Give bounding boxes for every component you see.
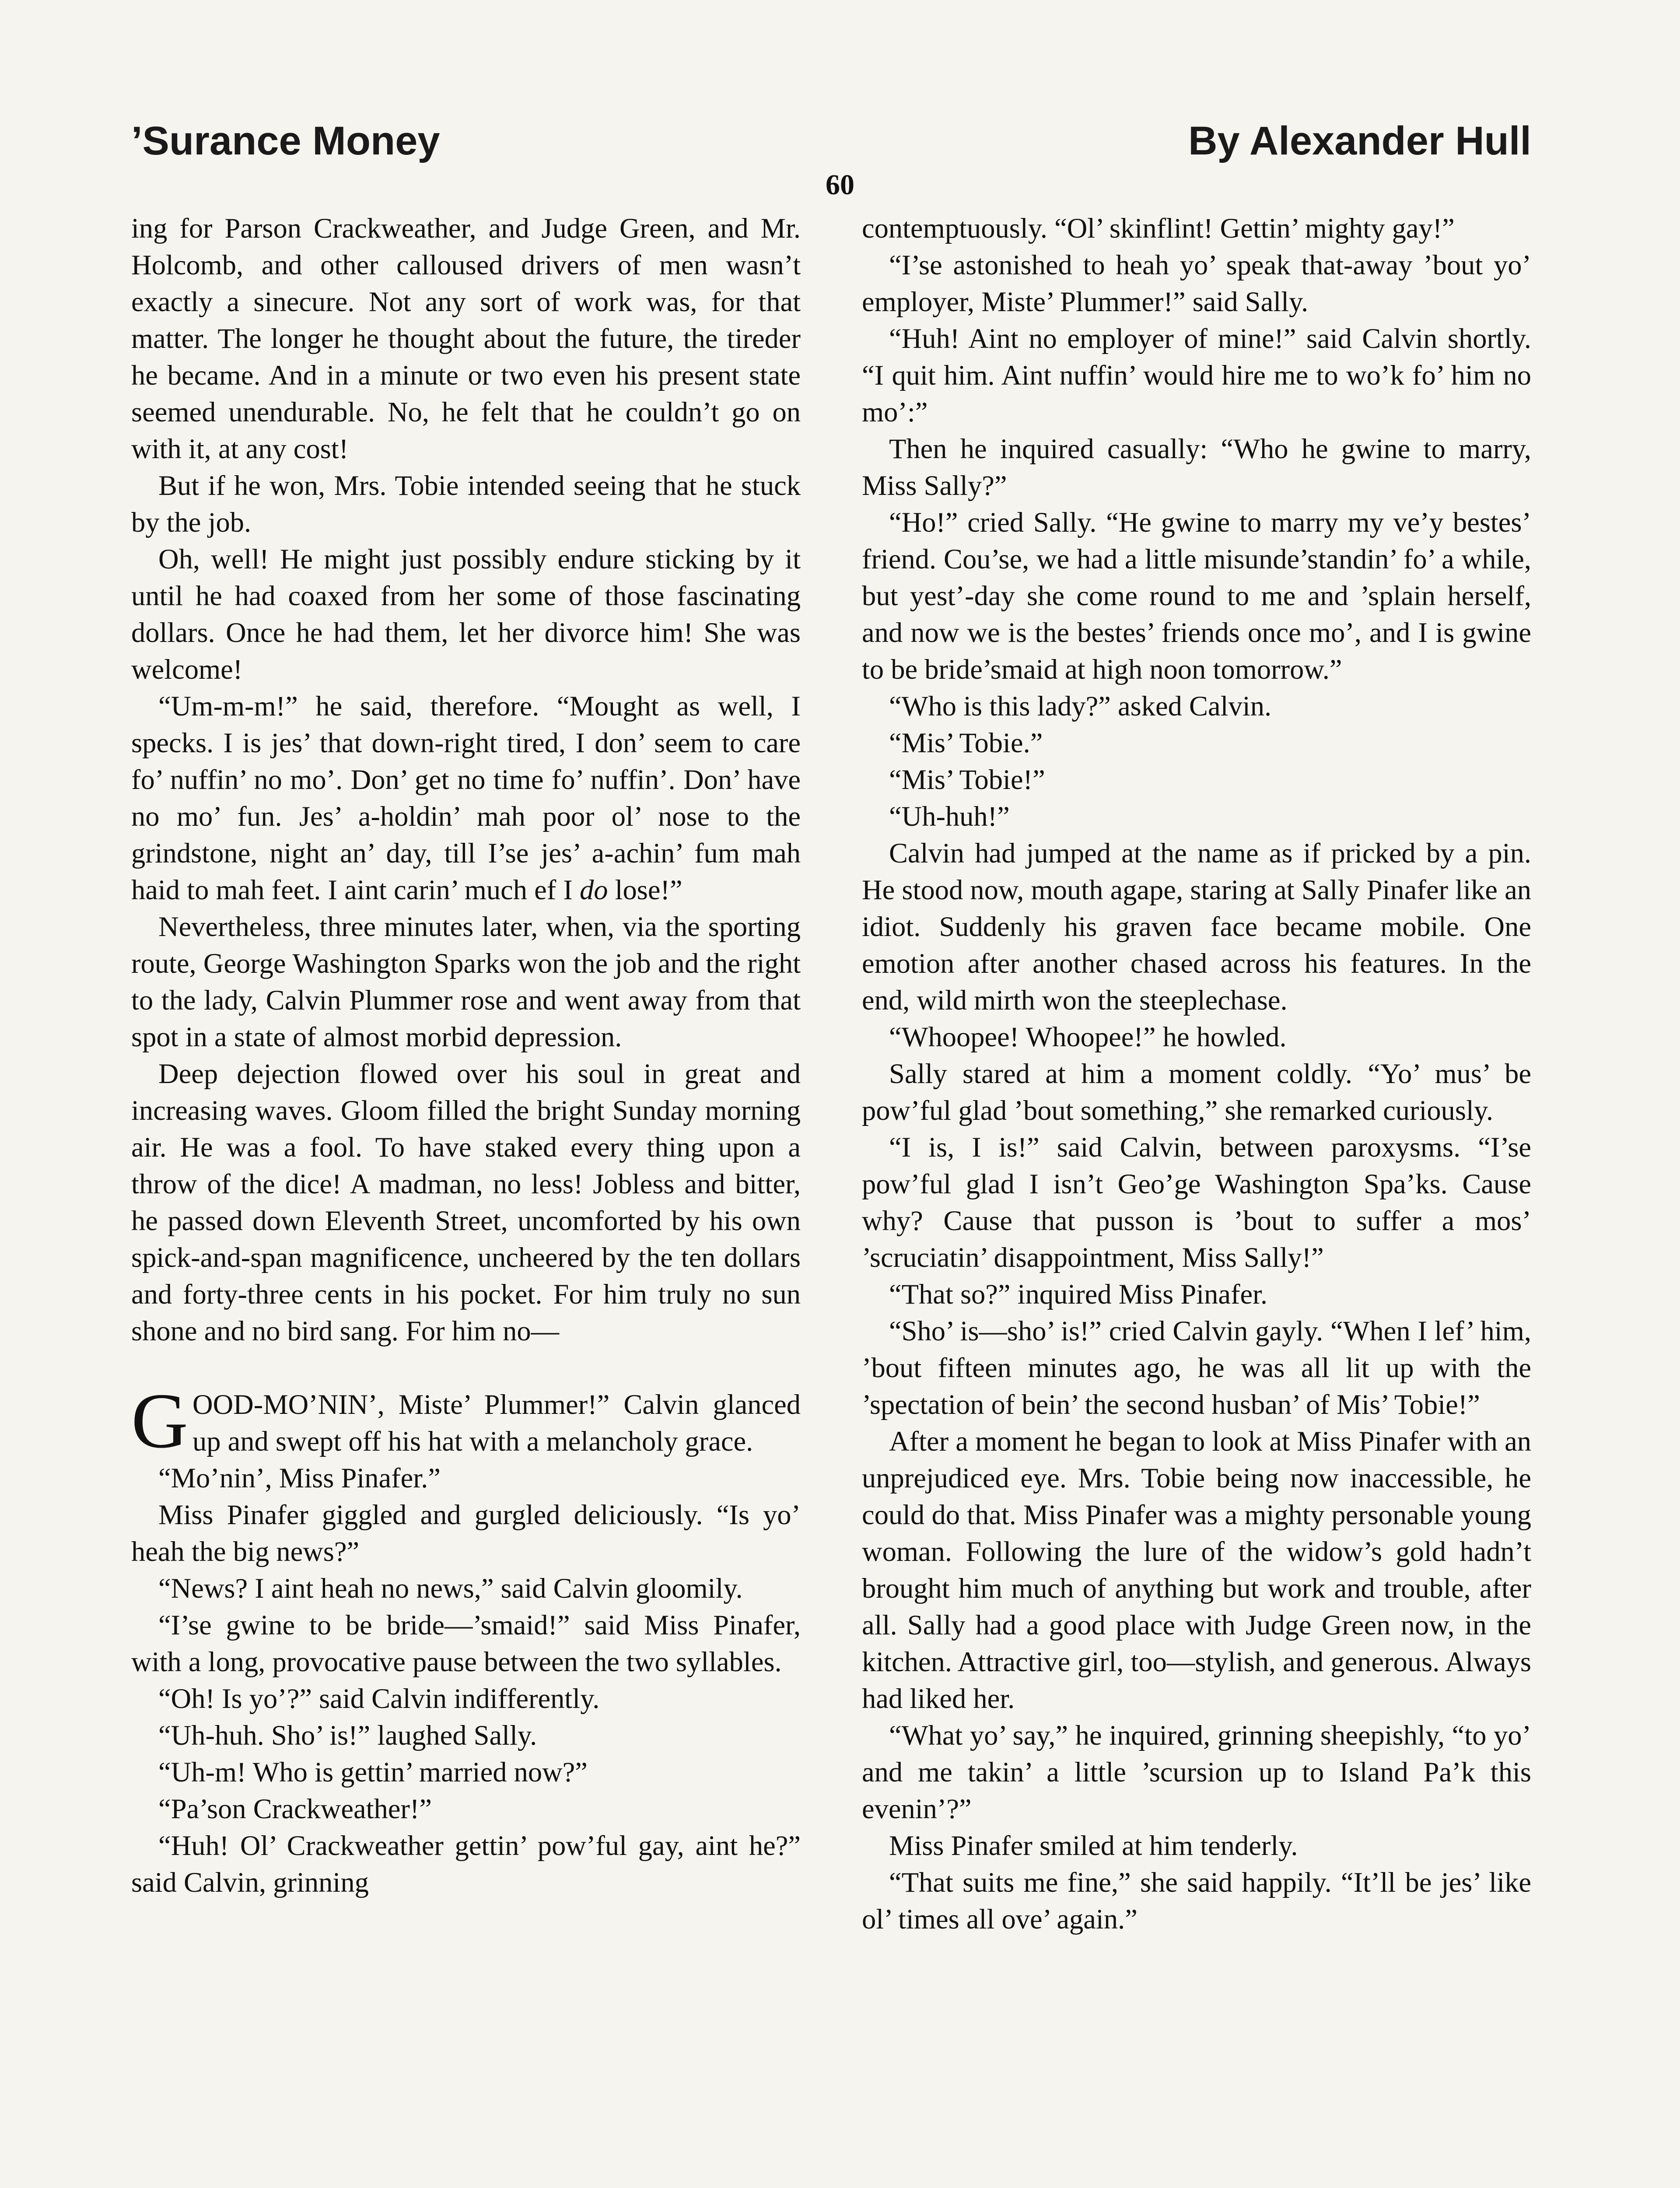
paragraph: “Mis’ Tobie!” <box>889 764 1045 795</box>
paragraph: After a moment he began to look at Miss Pinafer with an unprejudiced eye. Mrs. Tobie being now inaccessible, he could do that. Miss Pinafer was a mighty personable young woman. Following the lure of the widow’s gold hadn’t brought him much of anything but work and trouble, after all. Sally had a good place with Judge Green now, in the kitchen. Attractive girl, too—stylish, and generous. Always had liked her. <box>862 1426 1531 1714</box>
paragraph: “I’se gwine to be bride—’smaid!” said Miss Pinafer, with a long, provocative pause between the two syllables. <box>131 1609 801 1677</box>
paragraph: Calvin had jumped at the name as if pricked by a pin. He stood now, mouth agape, staring at Sally Pinafer like an idiot. Suddenly his graven face became mobile. One emotion after another chased across his features. In the end, wild mirth won the steeplechase. <box>862 838 1531 1016</box>
paragraph: “Uh-huh. Sho’ is!” laughed Sally. <box>158 1720 537 1751</box>
paragraph: “I’se astonished to heah yo’ speak that-away ’bout yo’ employer, Miste’ Plummer!” said Sally. <box>862 249 1531 317</box>
paragraph: Miss Pinafer giggled and gurgled deliciously. “Is yo’ heah the big news?” <box>131 1499 801 1567</box>
text-column-left <box>131 210 801 2188</box>
page-number: 60 <box>826 169 854 201</box>
paragraph: “Huh! Aint no employer of mine!” said Calvin shortly. “I quit him. Aint nuffin’ would hire me to wo’k fo’ him no mo’:” <box>862 323 1531 428</box>
paragraph-text: lose!” <box>608 874 682 905</box>
section-opening-paragraph <box>131 1377 801 1464</box>
paragraph: “Sho’ is—sho’ is!” cried Calvin gayly. “When I lef’ him, ’bout fifteen minutes ago, he was all lit up with the ’spectation of bein’ the second husban’ of Mis’ Tobie!” <box>862 1315 1531 1420</box>
paragraph: “Pa’son Crackweather!” <box>158 1793 432 1824</box>
paragraph: “Uh-huh!” <box>889 801 1010 832</box>
paragraph: Oh, well! He might just possibly endure sticking by it until he had coaxed from her some of those fascinating dollars. Once he had them, let her divorce him! She was welcome! <box>131 543 801 685</box>
drop-cap: G <box>131 1377 188 1464</box>
paragraph: Nevertheless, three minutes later, when, via the sporting route, George Washington Sparks won the job and the right to the lady, Calvin Plummer rose and went away from that spot in a state of almost morbid depression. <box>131 911 801 1052</box>
text-column-right <box>862 210 1531 2188</box>
paragraph <box>131 688 801 908</box>
paragraph-text: “Um-m-m!” he said, therefore. “Mought as well, I specks. I is jes’ that down-right tired, I don’ seem to care fo’ nuffin’ no mo’. Don’ get no time fo’ nuffin’. Don’ have no mo’ fun. Jes’ a-holdin’ mah poor ol’ nose to the grindstone, night an’ day, till I’se jes’ a-achin’ fum mah haid to mah feet. I aint carin’ much ef I <box>131 691 801 905</box>
paragraph: “That so?” inquired Miss Pinafer. <box>889 1279 1268 1310</box>
author-byline: By Alexander Hull <box>1188 119 1531 163</box>
paragraph: Deep dejection flowed over his soul in great and increasing waves. Gloom filled the bright Sunday morning air. He was a fool. To have staked every thing upon a throw of the dice! A madman, no less! Jobless and bitter, he passed down Eleventh Street, uncomforted by his own spick-and-span magnificence, uncheered by the ten dollars and forty-three cents in his pocket. For him truly no sun shone and no bird sang. For him no— <box>131 1058 801 1346</box>
paragraph: “I is, I is!” said Calvin, between paroxysms. “I’se pow’ful glad I isn’t Geo’ge Washington Spa’ks. Cause why? Cause that pusson is ’bout to suffer a mos’ ’scruciatin’ disappointment, Miss Sally!” <box>862 1132 1531 1273</box>
paragraph: “Oh! Is yo’?” said Calvin indifferently. <box>158 1683 600 1714</box>
paragraph: “Huh! Ol’ Crackweather gettin’ pow’ful gay, aint he?” said Calvin, grinning <box>131 1830 801 1898</box>
paragraph: “That suits me fine,” she said happily. “It’ll be jes’ like ol’ times all ove’ again.” <box>862 1867 1531 1935</box>
paragraph: ing for Parson Crackweather, and Judge Green, and Mr. Holcomb, and other calloused drivers of men wasn’t exactly a sinecure. Not any sort of work was, for that matter. The longer he thought about the future, the tireder he became. And in a minute or two even his present state seemed unendurable. No, he felt that he couldn’t go on with it, at any cost! <box>131 213 801 464</box>
paragraph-text: OOD-MO’NIN’, Miste’ Plummer!” Calvin glanced up and swept off his hat with a melancholy grace. <box>192 1389 801 1457</box>
paragraph: Miss Pinafer smiled at him tenderly. <box>889 1830 1298 1861</box>
story-title: ’Surance Money <box>131 119 440 163</box>
paragraph: “News? I aint heah no news,” said Calvin gloomily. <box>158 1573 743 1604</box>
paragraph: “Whoopee! Whoopee!” he howled. <box>889 1021 1287 1052</box>
paragraph: But if he won, Mrs. Tobie intended seeing that he stuck by the job. <box>131 470 801 538</box>
paragraph: Sally stared at him a moment coldly. “Yo’ mus’ be pow’ful glad ’bout something,” she remarked curiously. <box>862 1058 1531 1126</box>
paragraph: “Ho!” cried Sally. “He gwine to marry my ve’y bestes’ friend. Cou’se, we had a little misunde’standin’ fo’ a while, but yest’-day she come round to me and ’splain herself, and now we is the bestes’ friends once mo’, and I is gwine to be bride’smaid at high noon tomorrow.” <box>862 507 1531 685</box>
paragraph: “Uh-m! Who is gettin’ married now?” <box>158 1757 588 1788</box>
emphasis-text: do <box>579 874 608 905</box>
paragraph: “Who is this lady?” asked Calvin. <box>889 691 1272 722</box>
paragraph: “Mo’nin’, Miss Pinafer.” <box>158 1462 441 1494</box>
paragraph: “Mis’ Tobie.” <box>889 727 1043 758</box>
paragraph: contemptuously. “Ol’ skinflint! Gettin’ mighty gay!” <box>862 213 1455 244</box>
paragraph: “What yo’ say,” he inquired, grinning sheepishly, “to yo’ and me takin’ a little ’scursion up to Island Pa’k this evenin’?” <box>862 1720 1531 1824</box>
paragraph: Then he inquired casually: “Who he gwine to marry, Miss Sally?” <box>862 433 1531 501</box>
